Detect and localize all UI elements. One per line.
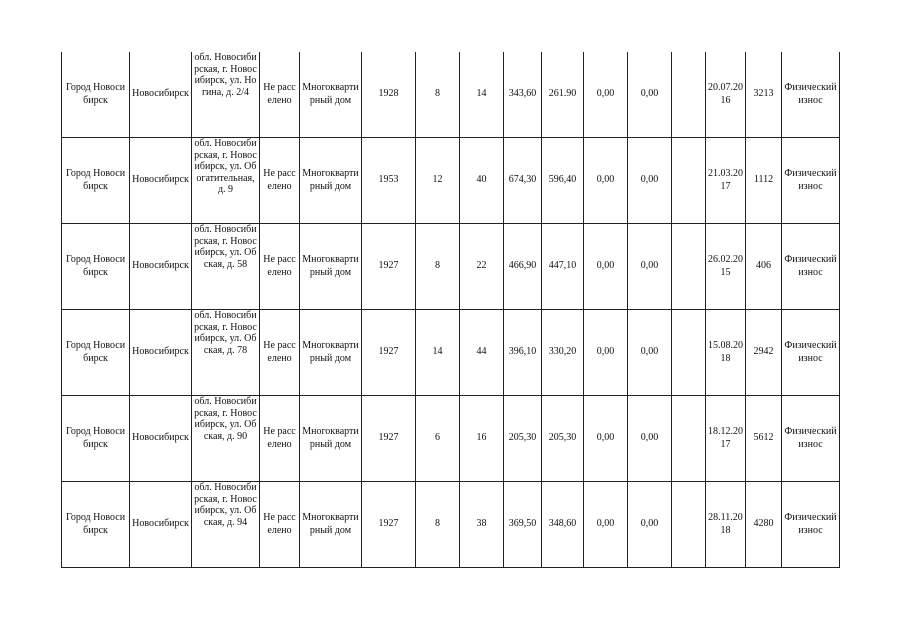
area-resettle-cell: 348,60 <box>542 482 584 568</box>
registry-body <box>62 52 840 568</box>
building-type-cell: Многоквартирный дом <box>300 52 362 138</box>
city-cell: Новосибирск <box>130 482 192 568</box>
status-cell: Не расселено <box>260 52 300 138</box>
empty-cell <box>672 396 706 482</box>
document-number-cell: 4280 <box>746 482 782 568</box>
address-cell: обл. Новосибирская, г. Новосибирск, ул. Обская, д. 78 <box>192 310 260 396</box>
year-cell: 1927 <box>362 224 416 310</box>
table-row <box>62 52 840 138</box>
region-cell: Город Новосибирск <box>62 310 130 396</box>
reason-cell: Физический износ <box>782 138 840 224</box>
year-cell: 1953 <box>362 138 416 224</box>
document-number-cell: 1112 <box>746 138 782 224</box>
area-resettle-cell: 261.90 <box>542 52 584 138</box>
date-cell: 20.07.2016 <box>706 52 746 138</box>
address-cell: обл. Новосибирская, г. Новосибирск, ул. Обская, д. 58 <box>192 224 260 310</box>
address-cell: обл. Новосибирская, г. Новосибирск, ул. Обогатительная, д. 9 <box>192 138 260 224</box>
table-row <box>62 224 840 310</box>
status-cell: Не расселено <box>260 138 300 224</box>
building-type-cell: Многоквартирный дом <box>300 138 362 224</box>
document-number-cell: 2942 <box>746 310 782 396</box>
region-cell: Город Новосибирск <box>62 138 130 224</box>
year-cell: 1927 <box>362 310 416 396</box>
status-cell: Не расселено <box>260 396 300 482</box>
city-cell: Новосибирск <box>130 52 192 138</box>
area-a-cell: 0,00 <box>584 396 628 482</box>
city-cell: Новосибирск <box>130 224 192 310</box>
area-b-cell: 0,00 <box>628 310 672 396</box>
residents-cell: 38 <box>460 482 504 568</box>
area-b-cell: 0,00 <box>628 224 672 310</box>
building-type-cell: Многоквартирный дом <box>300 482 362 568</box>
area-resettle-cell: 330,20 <box>542 310 584 396</box>
area-resettle-cell: 596,40 <box>542 138 584 224</box>
residents-cell: 14 <box>460 52 504 138</box>
document-sheet <box>61 52 840 568</box>
area-resettle-cell: 447,10 <box>542 224 584 310</box>
floors-cell: 12 <box>416 138 460 224</box>
floors-cell: 8 <box>416 224 460 310</box>
table-row <box>62 138 840 224</box>
area-a-cell: 0,00 <box>584 52 628 138</box>
floors-cell: 14 <box>416 310 460 396</box>
region-cell: Город Новосибирск <box>62 224 130 310</box>
empty-cell <box>672 482 706 568</box>
status-cell: Не расселено <box>260 482 300 568</box>
document-number-cell: 406 <box>746 224 782 310</box>
city-cell: Новосибирск <box>130 138 192 224</box>
date-cell: 21.03.2017 <box>706 138 746 224</box>
year-cell: 1927 <box>362 396 416 482</box>
date-cell: 15.08.2018 <box>706 310 746 396</box>
area-b-cell: 0,00 <box>628 482 672 568</box>
empty-cell <box>672 310 706 396</box>
reason-cell: Физический износ <box>782 482 840 568</box>
building-type-cell: Многоквартирный дом <box>300 396 362 482</box>
residents-cell: 16 <box>460 396 504 482</box>
reason-cell: Физический износ <box>782 396 840 482</box>
residents-cell: 22 <box>460 224 504 310</box>
year-cell: 1928 <box>362 52 416 138</box>
empty-cell <box>672 138 706 224</box>
reason-cell: Физический износ <box>782 52 840 138</box>
date-cell: 28.11.2018 <box>706 482 746 568</box>
document-number-cell: 3213 <box>746 52 782 138</box>
area-b-cell: 0,00 <box>628 138 672 224</box>
table-row <box>62 396 840 482</box>
empty-cell <box>672 224 706 310</box>
document-number-cell: 5612 <box>746 396 782 482</box>
table-row <box>62 310 840 396</box>
housing-registry-table <box>61 52 840 568</box>
address-cell: обл. Новосибирская, г. Новосибирск, ул. Обская, д. 90 <box>192 396 260 482</box>
region-cell: Город Новосибирск <box>62 52 130 138</box>
area-b-cell: 0,00 <box>628 52 672 138</box>
reason-cell: Физический износ <box>782 310 840 396</box>
status-cell: Не расселено <box>260 224 300 310</box>
area-resettle-cell: 205,30 <box>542 396 584 482</box>
region-cell: Город Новосибирск <box>62 482 130 568</box>
address-cell: обл. Новосибирская, г. Новосибирск, ул. Ногина, д. 2/4 <box>192 52 260 138</box>
area-total-cell: 396,10 <box>504 310 542 396</box>
residents-cell: 40 <box>460 138 504 224</box>
area-total-cell: 674,30 <box>504 138 542 224</box>
reason-cell: Физический износ <box>782 224 840 310</box>
city-cell: Новосибирск <box>130 396 192 482</box>
area-a-cell: 0,00 <box>584 224 628 310</box>
floors-cell: 6 <box>416 396 460 482</box>
address-cell: обл. Новосибирская, г. Новосибирск, ул. Обская, д. 94 <box>192 482 260 568</box>
status-cell: Не расселено <box>260 310 300 396</box>
region-cell: Город Новосибирск <box>62 396 130 482</box>
year-cell: 1927 <box>362 482 416 568</box>
area-total-cell: 343,60 <box>504 52 542 138</box>
building-type-cell: Многоквартирный дом <box>300 310 362 396</box>
empty-cell <box>672 52 706 138</box>
floors-cell: 8 <box>416 482 460 568</box>
building-type-cell: Многоквартирный дом <box>300 224 362 310</box>
area-a-cell: 0,00 <box>584 310 628 396</box>
city-cell: Новосибирск <box>130 310 192 396</box>
area-total-cell: 466,90 <box>504 224 542 310</box>
date-cell: 18.12.2017 <box>706 396 746 482</box>
area-total-cell: 205,30 <box>504 396 542 482</box>
date-cell: 26.02.2015 <box>706 224 746 310</box>
area-a-cell: 0,00 <box>584 138 628 224</box>
floors-cell: 8 <box>416 52 460 138</box>
table-row <box>62 482 840 568</box>
residents-cell: 44 <box>460 310 504 396</box>
area-a-cell: 0,00 <box>584 482 628 568</box>
area-total-cell: 369,50 <box>504 482 542 568</box>
area-b-cell: 0,00 <box>628 396 672 482</box>
